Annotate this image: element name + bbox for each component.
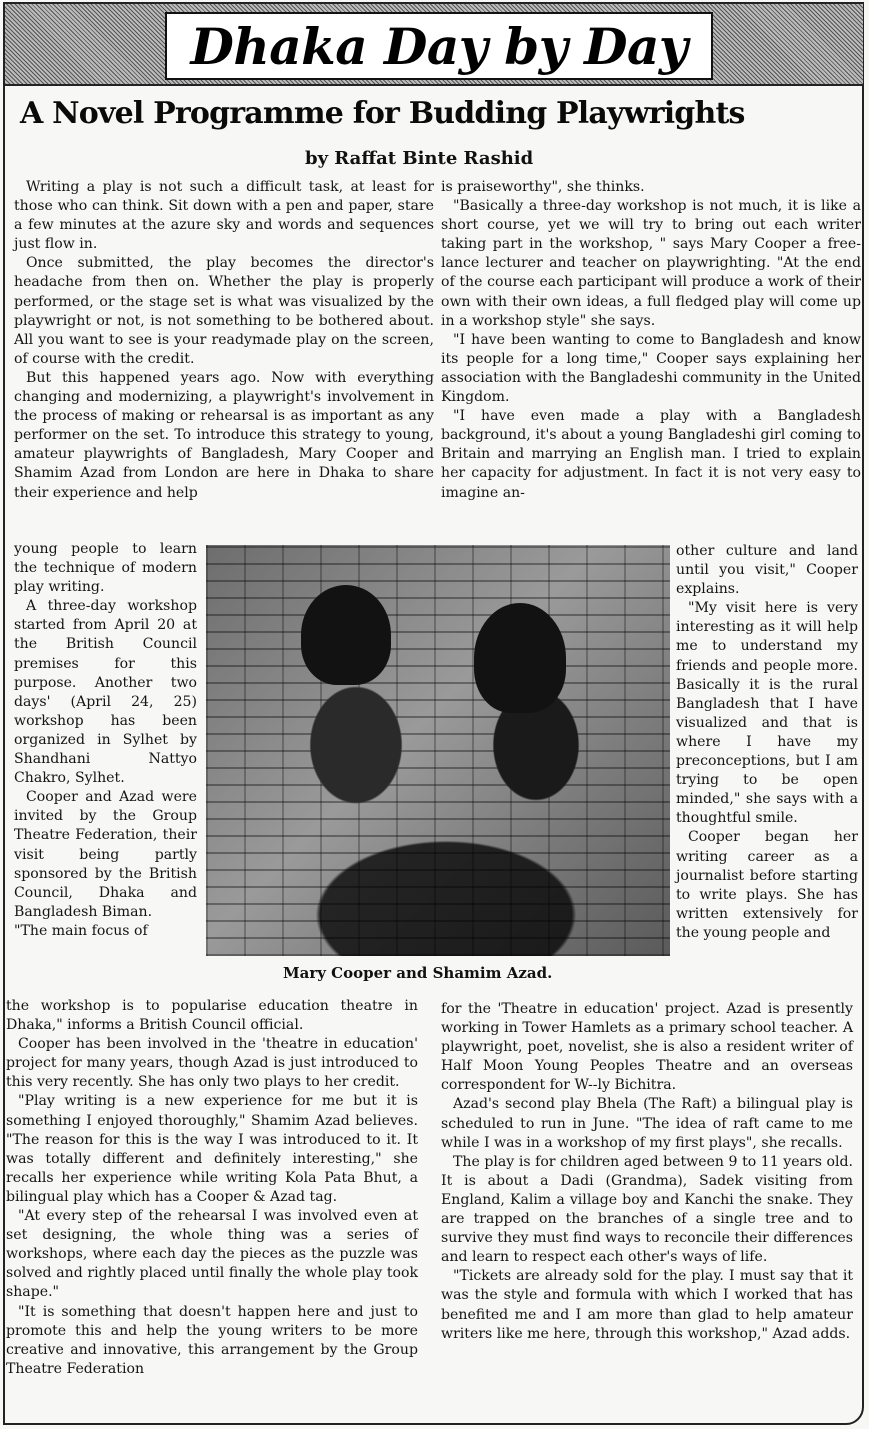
paragraph: "At every step of the rehearsal I was involved even at set designing, the whole thing was a series of workshops, where each day the pieces as the puzzle was solved and rightly placed until finally the whole play took shape." bbox=[6, 1208, 418, 1301]
article-byline: by Raffat Binte Rashid bbox=[305, 148, 534, 169]
column-1-bottom bbox=[6, 997, 418, 1379]
paragraph: the workshop is to popularise education theatre in Dhaka," informs a British Council official. bbox=[6, 998, 418, 1034]
paragraph: "Basically a three-day workshop is not much, it is like a short course, yet we will try to bring out each writer taking part in the workshop, " says Mary Cooper a free-lance lecturer and teacher on playwrighting. "At the end of the course each participant will produce a work of their own with their own ideas, a full fledged play will come up in a workshop style" she says. bbox=[441, 198, 861, 329]
paragraph: "Play writing is a new experience for me but it is something I enjoyed thoroughly," Shamim Azad believes. "The reason for this is the way I was introduced to it. It was totally different and definitely interesting," she recalls her experience while writing Kola Pata Bhut, a bilingual play which has a Cooper & Azad tag. bbox=[6, 1093, 418, 1205]
paragraph: "Tickets are already sold for the play. I must say that it was the style and formula with which I worked that has benefited me and I am more than glad to help amateur writers like me here, through this workshop," Azad adds. bbox=[441, 1268, 853, 1342]
paragraph: Cooper and Azad were invited by the Group Theatre Federation, their visit being partly sponsored by the British Council, Dhaka and Bangladesh Biman. bbox=[14, 789, 197, 920]
paragraph: for the 'Theatre in education' project. Azad is presently working in Tower Hamlets as a primary school teacher. A playwright, poet, novelist, she is also a resident writer of Half Moon Young Peoples Theatre and an overseas correspondent for W--ly Bichitra. bbox=[441, 1001, 853, 1094]
photo-caption: Mary Cooper and Shamim Azad. bbox=[283, 964, 553, 982]
column-2-top bbox=[441, 178, 861, 503]
paragraph: A three-day workshop started from April 20 at the British Council premises for this purpose. Another two days' (April 24, 25) workshop has been organized in Sylhet by Shandhani Nattyo Chakro, Sylhet. bbox=[14, 598, 197, 787]
paragraph: The play is for children aged between 9 to 11 years old. It is about a Dadi (Grandma), Sadek visiting from England, Kalim a village boy and Kanchi the snake. They are trapped on the branches of a single tree and to survive they must find ways to reconcile their differences and learn to respect each other's ways of life. bbox=[441, 1153, 853, 1266]
paragraph: Azad's second play Bhela (The Raft) a bilingual play is scheduled to run in June. "The idea of raft came to me while I was in a workshop of my first plays", she recalls. bbox=[441, 1096, 853, 1151]
article-headline: A Novel Programme for Budding Playwrights bbox=[20, 96, 745, 131]
masthead-banner bbox=[5, 4, 863, 86]
paragraph: Cooper began her writing career as a journalist before starting to write plays. She has written extensively for the young people and bbox=[676, 829, 858, 941]
paragraph: Once submitted, the play becomes the director's headache from then on. Whether the play is properly performed, or the stage set is what was visualized by the playwright or not, is not something to be bothered about. All you want to see is your readymade play on the screen, of course with the credit. bbox=[14, 255, 434, 367]
paragraph: other culture and land until you visit," Cooper explains. bbox=[676, 543, 858, 598]
paragraph: is praiseworthy", she thinks. bbox=[441, 179, 645, 195]
column-1-narrow bbox=[14, 540, 197, 941]
masthead-title: Dhaka Day by Day bbox=[165, 12, 713, 80]
paragraph: "I have even made a play with a Bangladesh background, it's about a young Bangladeshi girl coming to Britain and marrying an English man. I tried to explain her capacity for adjustment. In fact it is not very easy to imagine an- bbox=[441, 408, 861, 501]
paragraph: Writing a play is not such a difficult task, at least for those who can think. Sit down with a pen and paper, stare a few minutes at the azure sky and words and sequences just flow in. bbox=[14, 179, 434, 253]
column-2-bottom bbox=[441, 1000, 853, 1344]
article-photo bbox=[206, 545, 670, 956]
paragraph: "The main focus of bbox=[14, 922, 148, 939]
paragraph: "It is something that doesn't happen here and just to promote this and help the young writers to be more creative and innovative, this arrangement by the Group Theatre Federation bbox=[6, 1303, 418, 1377]
paragraph: "My visit here is very interesting as it will help me to understand my friends and people more. Basically it is the rural Bangladesh that I have visualized and that is where I have my preconceptions, but I am trying to be open minded," she says with a thoughtful smile. bbox=[676, 600, 858, 827]
paragraph: young people to learn the technique of modern play writing. bbox=[14, 541, 197, 596]
woman-figure-icon bbox=[474, 603, 566, 713]
column-1-top bbox=[14, 178, 434, 503]
paragraph: But this happened years ago. Now with everything changing and modernizing, a playwright's involvement in the process of making or rehearsal is as important as any performer on the set. To introduce this strategy to young, amateur playwrights of Bangladesh, Mary Cooper and Shamim Azad from London are here in Dhaka to share their experience and help bbox=[14, 369, 434, 501]
column-2-narrow bbox=[676, 542, 858, 943]
paragraph: "I have been wanting to come to Bangladesh and know its people for a long time," Cooper says explaining her association with the Bangladeshi community in the United Kingdom. bbox=[441, 331, 861, 406]
two-women-seated-icon bbox=[301, 585, 391, 685]
paragraph: Cooper has been involved in the 'theatre in education' project for many years, though Azad is just introduced to this very recently. She has only two plays to her credit. bbox=[6, 1036, 418, 1091]
